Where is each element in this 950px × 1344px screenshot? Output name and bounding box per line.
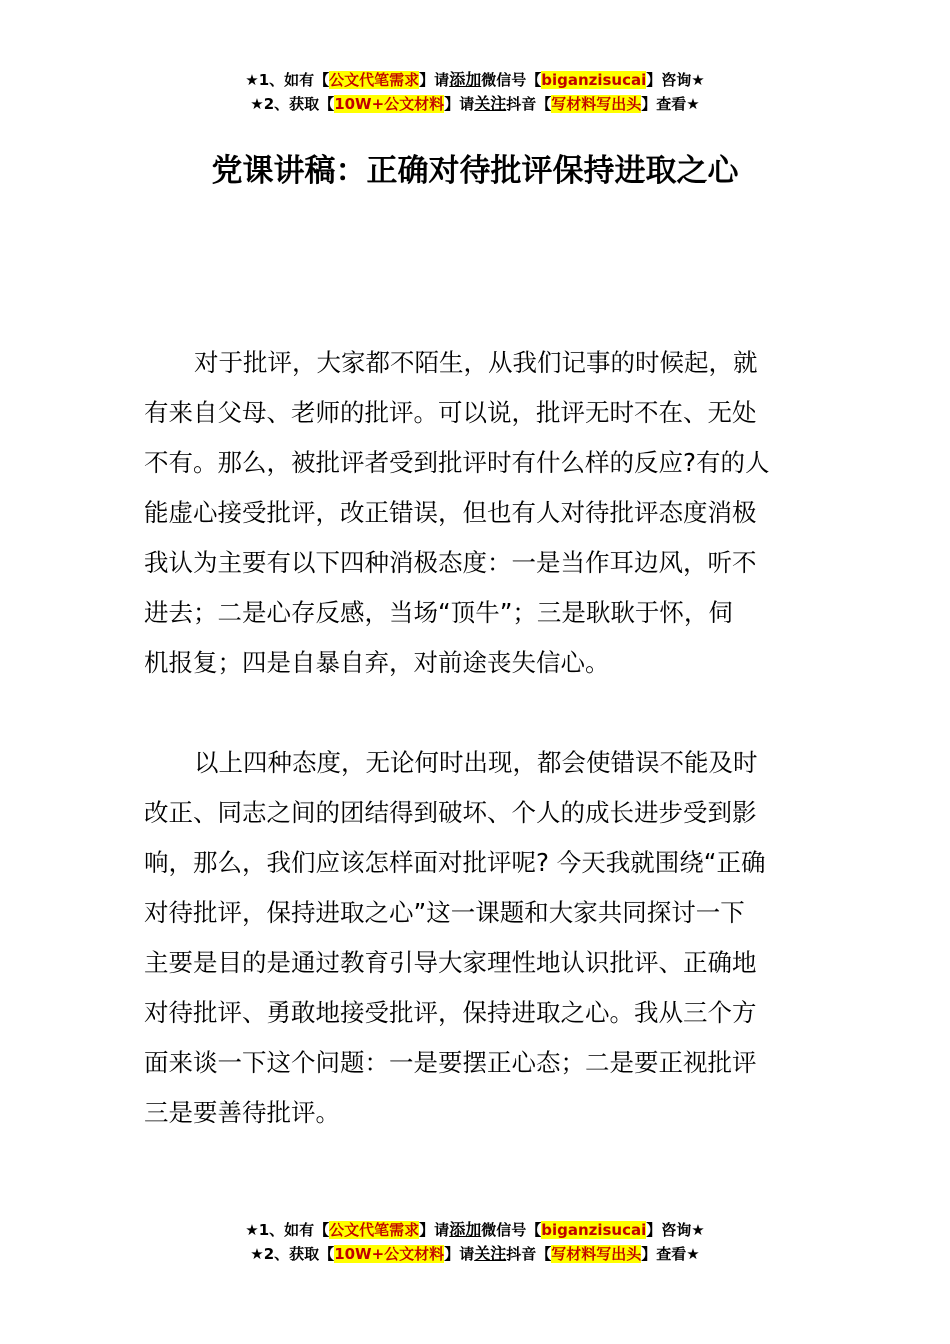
emphasis-add: 添加 xyxy=(449,70,482,89)
text-line: 我认为主要有以下四种消极态度：一是当作耳边风，听不 xyxy=(144,548,757,577)
text-line: 主要是目的是通过教育引导大家理性地认识批评、正确地 xyxy=(144,948,757,977)
highlight-materials: 10W+公文材料 xyxy=(334,1245,445,1263)
notice-text: 】查看★ xyxy=(641,1245,700,1263)
text-line: 不有。那么，被批评者受到批评时有什么样的反应?有的人 xyxy=(144,448,770,477)
notice-text: 微信号【 xyxy=(481,71,542,89)
notice-line-2 xyxy=(0,92,950,116)
notice-text: 】咨询★ xyxy=(646,1221,705,1239)
header-notice xyxy=(0,68,950,116)
text-line: 对待批评、勇敢地接受批评，保持进取之心。我从三个方 xyxy=(144,998,757,1027)
notice-line-1 xyxy=(0,68,950,92)
notice-text: 】咨询★ xyxy=(646,71,705,89)
text-line: 能虚心接受批评，改正错误，但也有人对待批评态度消极 xyxy=(144,498,757,527)
highlight-wechat-id: biganzisucai xyxy=(541,1221,647,1239)
notice-text: ★2、获取【 xyxy=(250,95,335,113)
highlight-wechat-id: biganzisucai xyxy=(541,71,647,89)
paragraph-1 xyxy=(144,338,806,688)
text-line: 三是要善待批评。 xyxy=(144,1098,340,1127)
notice-text: ★1、如有【 xyxy=(245,1221,330,1239)
text-line: 对于批评，大家都不陌生，从我们记事的时候起，就 xyxy=(194,348,758,377)
text-line: 机报复；四是自暴自弃，对前途丧失信心。 xyxy=(144,648,610,677)
text-line: 进去；二是心存反感，当场“顶牛”；三是耿耿于怀，伺 xyxy=(144,598,733,627)
emphasis-add: 添加 xyxy=(449,1220,482,1239)
text-line: 改正、同志之间的团结得到破坏、个人的成长进步受到影 xyxy=(144,798,757,827)
text-line: 面来谈一下这个问题：一是要摆正心态；二是要正视批评 xyxy=(144,1048,757,1077)
text-line: 对待批评，保持进取之心”这一课题和大家共同探讨一下 xyxy=(144,898,745,927)
document-title: 党课讲稿：正确对待批评保持进取之心 xyxy=(211,153,739,189)
highlight-materials: 10W+公文材料 xyxy=(334,95,445,113)
highlight-douyin-account: 写材料写出头 xyxy=(551,95,642,113)
notice-line-2 xyxy=(0,1242,950,1266)
emphasis-follow: 关注 xyxy=(474,1244,507,1263)
emphasis-follow: 关注 xyxy=(474,94,507,113)
text-line: 响，那么，我们应该怎样面对批评呢? 今天我就围绕“正确 xyxy=(144,848,766,877)
notice-text: 】请 xyxy=(444,95,475,113)
notice-text: 】请 xyxy=(419,1221,450,1239)
notice-text: 微信号【 xyxy=(481,1221,542,1239)
highlight-ghostwriting: 公文代笔需求 xyxy=(329,71,420,89)
notice-text: ★2、获取【 xyxy=(250,1245,335,1263)
notice-text: 】查看★ xyxy=(641,95,700,113)
paragraph-2 xyxy=(144,738,806,1138)
text-line: 以上四种态度，无论何时出现，都会使错误不能及时 xyxy=(194,748,758,777)
text-line: 有来自父母、老师的批评。可以说，批评无时不在、无处 xyxy=(144,398,757,427)
highlight-ghostwriting: 公文代笔需求 xyxy=(329,1221,420,1239)
notice-text: 抖音【 xyxy=(506,1245,552,1263)
footer-notice xyxy=(0,1218,950,1266)
notice-line-1 xyxy=(0,1218,950,1242)
notice-text: 】请 xyxy=(419,71,450,89)
highlight-douyin-account: 写材料写出头 xyxy=(551,1245,642,1263)
notice-text: 】请 xyxy=(444,1245,475,1263)
notice-text: 抖音【 xyxy=(506,95,552,113)
notice-text: ★1、如有【 xyxy=(245,71,330,89)
